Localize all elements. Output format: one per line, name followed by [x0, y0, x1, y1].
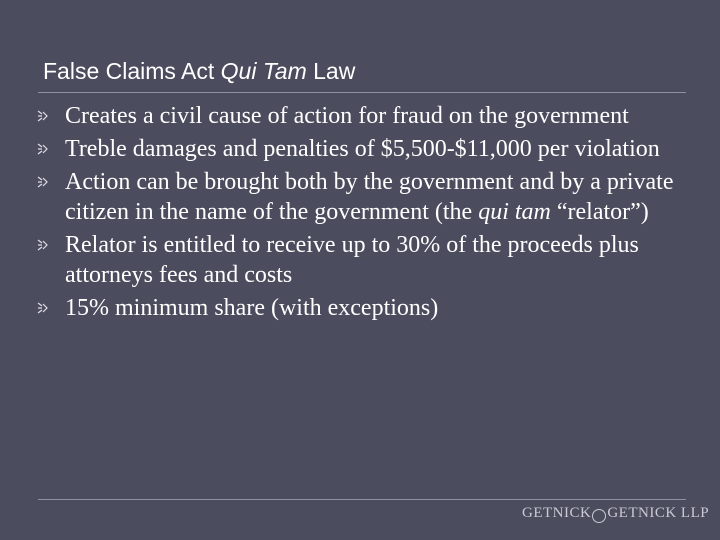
bullet-text-italic: qui tam — [478, 199, 551, 225]
bullet-list — [36, 101, 686, 326]
bullet-text: 15% minimum share (with exceptions) — [65, 295, 439, 321]
fleuron-bullet-icon — [36, 301, 49, 315]
logo-ampersand-icon — [592, 509, 606, 523]
slide-title — [43, 58, 355, 85]
title-text-post: Law — [306, 58, 356, 84]
logo-text-right: GETNICK LLP — [607, 505, 710, 521]
fleuron-bullet-icon — [36, 142, 49, 156]
bullet-item — [36, 167, 686, 227]
title-text-pre: False Claims Act — [43, 58, 221, 84]
logo-text-left: GETNICK — [522, 505, 592, 521]
bullet-item — [36, 293, 686, 323]
bullet-text: Treble damages and penalties of $5,500-$11,000 per violation — [65, 136, 660, 162]
bullet-item — [36, 101, 686, 131]
fleuron-bullet-icon — [36, 238, 49, 252]
bullet-item — [36, 134, 686, 164]
firm-logo — [522, 505, 709, 525]
bullet-text: Relator is entitled to receive up to 30% of the proceeds plus attorneys fees and costs — [65, 232, 639, 288]
bullet-item — [36, 230, 686, 290]
title-divider — [38, 92, 686, 93]
fleuron-bullet-icon — [36, 109, 49, 123]
footer-divider — [38, 499, 686, 500]
fleuron-bullet-icon — [36, 175, 49, 189]
title-text-italic: Qui Tam — [220, 58, 307, 84]
bullet-text-pre: Action can be brought both by the government and by a private citizen in the name of the government (the — [65, 169, 674, 225]
bullet-text-post: “relator”) — [550, 199, 649, 225]
bullet-text: Creates a civil cause of action for fraud on the government — [65, 103, 629, 129]
